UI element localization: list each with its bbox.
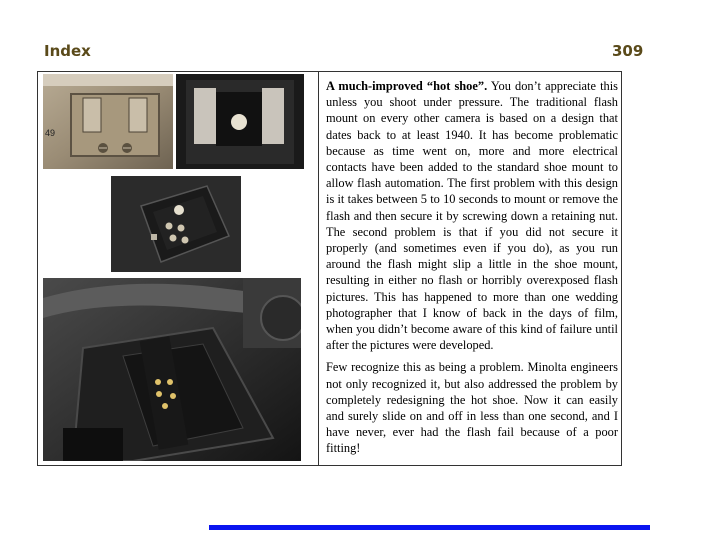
article-paragraph-1-body: You don’t appreciate this unless you shoot under pressure. The traditional flash mount on every other camera is based on a design that dates back to at least 1940. It has become problematic because as time went on, more and more electrical contacts have been added to the standard shoe mount to allow flash automation. The first problem with this design is it takes between 5 to 10 seconds to mount or remove the flash and then secure it by screwing down a retaining nut. The second problem is that if you did not secure it properly (and sometimes even if you do), as you run around the flash might slip a little in the shoe mount, resulting in either no flash or horribly overexposed flash pictures. This has happened to more than one wedding photographer that I know of back in the days of film, when you didn’t become aware of this kind of failure until after the pictures were developed. [326, 79, 619, 353]
article-paragraph-1 [326, 78, 618, 353]
photo-shoe-top-view [176, 74, 304, 169]
article-text [326, 78, 618, 463]
page-number: 309 [612, 42, 644, 60]
article-paragraph-2: Few recognize this as being a problem. Minolta engineers not only recognized it, but also addressed the problem by completely redesigning the hot shoe. Now it can easily and surely slide on and off in less than one second, and I have never, ever had the flash fail because of a poor fitting! [326, 360, 618, 456]
column-divider [318, 71, 319, 466]
section-title: Index [44, 42, 91, 60]
photo-hot-shoe-closeup [43, 278, 301, 461]
photo1-engraving-number: 49 [45, 128, 56, 138]
photo-traditional-hot-shoe [43, 74, 173, 169]
article-lead: A much-improved “hot shoe”. [326, 79, 488, 93]
photo-minolta-shoe-angled [111, 176, 241, 272]
footer-bar [209, 525, 650, 530]
